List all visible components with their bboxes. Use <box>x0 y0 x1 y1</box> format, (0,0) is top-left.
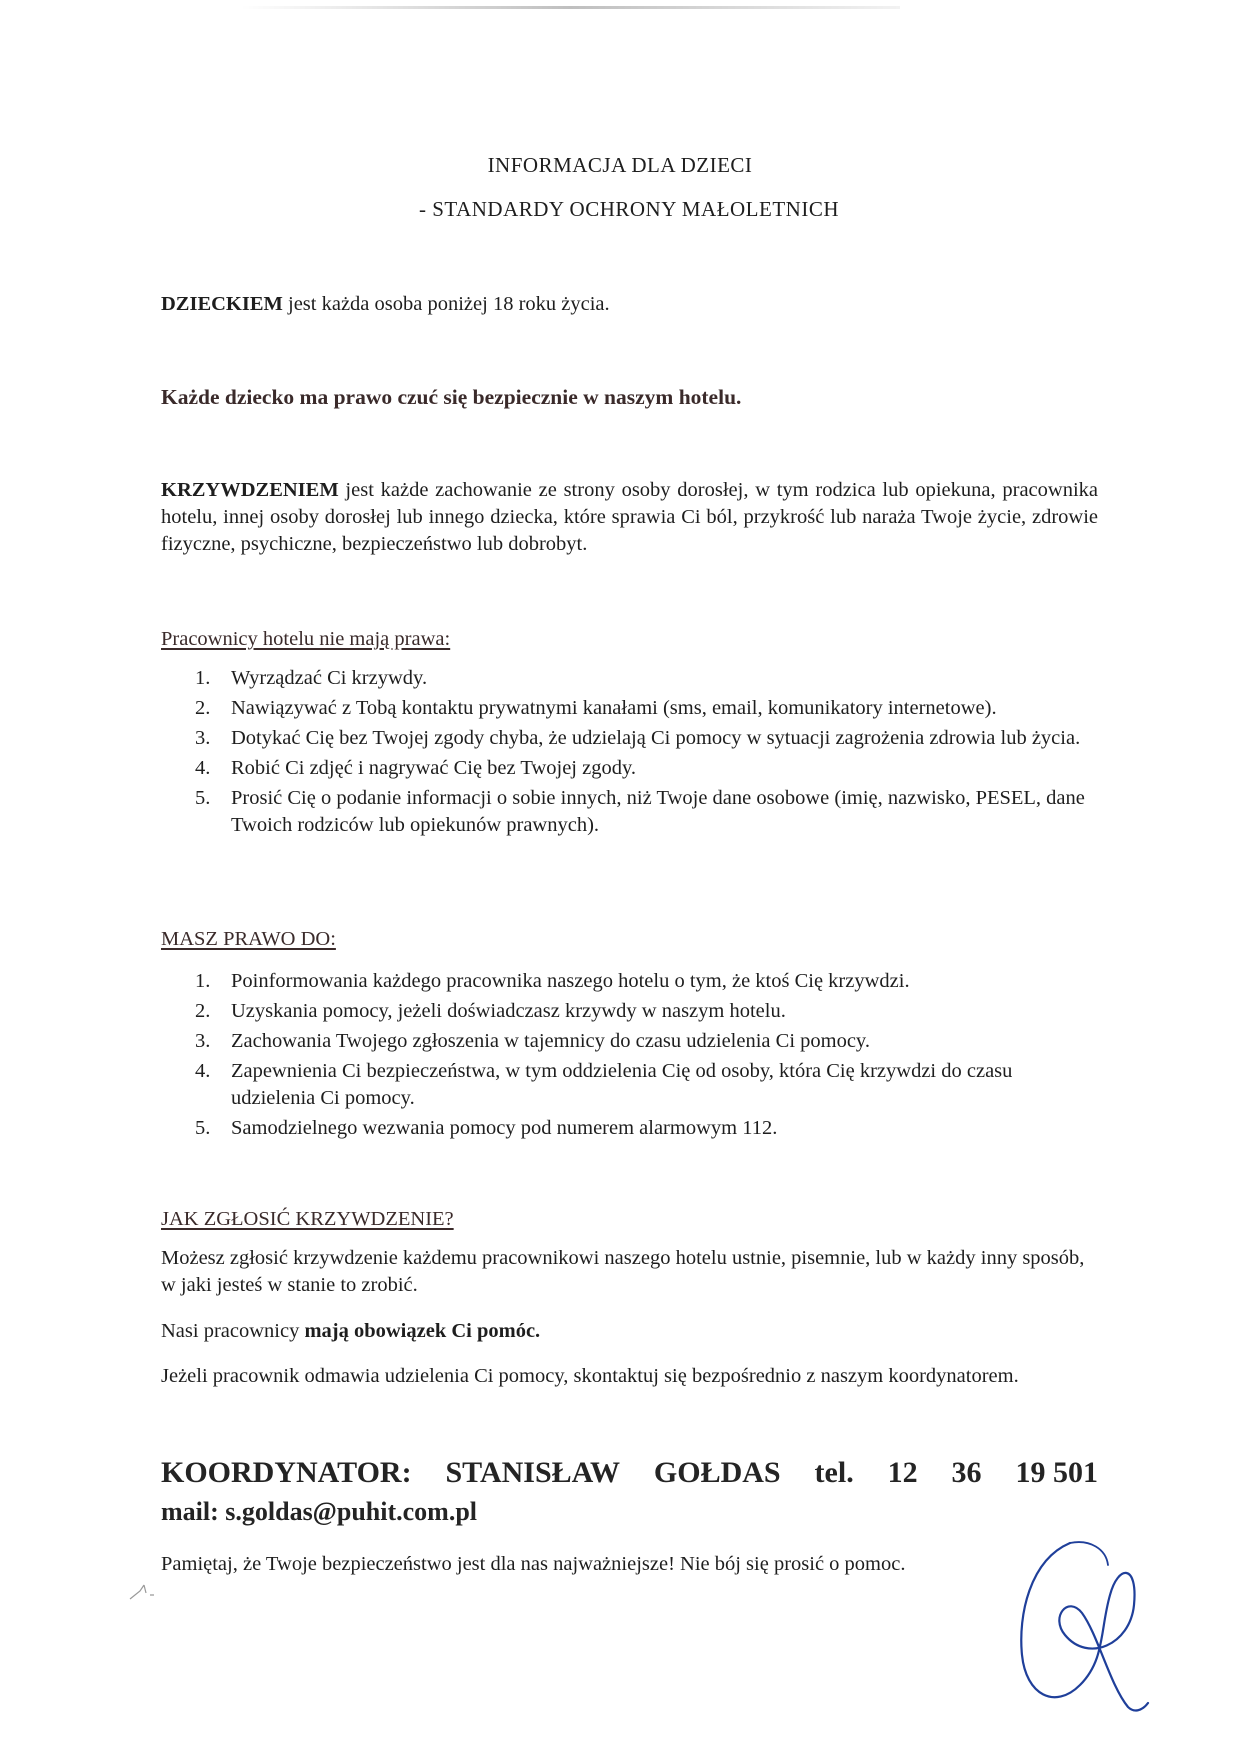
page-subtitle: - STANDARDY OCHRONY MAŁOLETNICH <box>419 197 839 221</box>
harm-definition-term: KRZYWDZENIEM <box>161 479 339 501</box>
list-item-text: Uzyskania pomocy, jeżeli doświadczasz krzywdy w naszym hotelu. <box>231 1000 786 1022</box>
list-item <box>161 695 1098 722</box>
scan-edge-line <box>240 6 900 9</box>
harm-definition <box>161 477 1098 558</box>
list-item-number: 4. <box>195 1060 211 1082</box>
rights-list <box>161 968 1098 1145</box>
list-item-number: 5. <box>195 787 211 809</box>
list-item-text: Wyrządzać Ci krzywdy. <box>231 667 428 689</box>
child-definition-term: DZIECKIEM <box>161 293 283 315</box>
list-item <box>161 725 1098 752</box>
coordinator-first-name: STANISŁAW <box>445 1456 620 1489</box>
list-item-text: Samodzielnego wezwania pomocy pod numerem alarmowym 112. <box>231 1117 778 1139</box>
list-item <box>161 1028 1098 1055</box>
closing-note: Pamiętaj, że Twoje bezpieczeństwo jest dla nas najważniejsze! Nie bój się prosić o pomoc. <box>161 1553 906 1575</box>
list-item <box>161 1115 1098 1142</box>
signature-stroke <box>1021 1543 1148 1710</box>
safety-statement: Każde dziecko ma prawo czuć się bezpiecznie w naszym hotelu. <box>161 385 742 409</box>
rights-heading: MASZ PRAWO DO: <box>161 928 336 950</box>
child-definition-text: jest każda osoba poniżej 18 roku życia. <box>282 293 610 315</box>
coordinator-tel-part2: 36 <box>951 1456 982 1489</box>
coordinator-label: KOORDYNATOR: <box>161 1456 412 1489</box>
child-definition <box>161 291 1098 318</box>
signature <box>1010 1535 1160 1720</box>
list-item-number: 1. <box>195 970 211 992</box>
list-item <box>161 785 1098 839</box>
list-item-number: 3. <box>195 727 211 749</box>
coordinator-last-name: GOŁDAS <box>653 1456 781 1489</box>
harm-definition-text: jest każde zachowanie ze strony osoby dorosłej, w tym rodzica lub opiekuna, pracownika hotelu, innej osoby dorosłej lub innego dziecka, które sprawia Ci ból, przykrość lub naraża Twoje życie, zdrowie fizyczne, psychiczne, bezpieczeństwo lub dobrobyt. <box>161 479 1098 555</box>
list-item-text: Dotykać Cię bez Twojej zgody chyba, że udzielają Ci pomocy w sytuacji zagrożenia zdrowia lub życia. <box>231 727 1081 749</box>
coordinator-tel-label: tel. <box>814 1456 854 1489</box>
report-paragraph-2-text: Nasi pracownicy <box>161 1320 305 1342</box>
list-item-text: Robić Ci zdjęć i nagrywać Cię bez Twojej zgody. <box>231 757 637 779</box>
coordinator-line <box>161 1456 1098 1490</box>
report-paragraph-2 <box>161 1318 1098 1345</box>
list-item-number: 2. <box>195 697 211 719</box>
coordinator-email: s.goldas@puhit.com.pl <box>225 1497 478 1526</box>
coordinator-tel-part3: 19 501 <box>1015 1456 1098 1489</box>
list-item <box>161 968 1098 995</box>
page-title: INFORMACJA DLA DZIECI <box>487 153 753 177</box>
list-item-number: 5. <box>195 1117 211 1139</box>
staff-prohibitions-list <box>161 665 1098 842</box>
signature-loop <box>1070 1542 1108 1565</box>
staff-prohibitions-heading: Pracownicy hotelu nie mają prawa: <box>161 628 451 650</box>
list-item-text: Nawiązywać z Tobą kontaktu prywatnymi kanałami (sms, email, komunikatory internetowe). <box>231 697 997 719</box>
list-item-number: 4. <box>195 757 211 779</box>
list-item-text: Zachowania Twojego zgłoszenia w tajemnicy do czasu udzielenia Ci pomocy. <box>231 1030 870 1052</box>
list-item-number: 2. <box>195 1000 211 1022</box>
list-item <box>161 665 1098 692</box>
list-item <box>161 1058 1098 1112</box>
list-item-number: 3. <box>195 1030 211 1052</box>
report-paragraph-2-bold: mają obowiązek Ci pomóc. <box>304 1320 541 1342</box>
list-item <box>161 998 1098 1025</box>
list-item-text: Prosić Cię o podanie informacji o sobie innych, niż Twoje dane osobowe (imię, nazwisko, PESEL, dane Twoich rodziców lub opiekunów prawnych). <box>231 787 1085 836</box>
list-item-text: Poinformowania każdego pracownika naszego hotelu o tym, że ktoś Cię krzywdzi. <box>231 970 910 992</box>
coordinator-tel-part1: 12 <box>887 1456 918 1489</box>
coordinator-mail-line <box>161 1497 477 1527</box>
coordinator-mail-label: mail: <box>161 1497 219 1526</box>
report-paragraph-3: Jeżeli pracownik odmawia udzielenia Ci pomocy, skontaktuj się bezpośrednio z naszym koordynatorem. <box>161 1365 1019 1387</box>
report-paragraph-1: Możesz zgłosić krzywdzenie każdemu pracownikowi naszego hotelu ustnie, pisemnie, lub w każdy inny sposób, w jaki jesteś w stanie to zrobić. <box>161 1247 1085 1296</box>
list-item-number: 1. <box>195 667 211 689</box>
scan-artifact-mark <box>126 1581 166 1603</box>
list-item-text: Zapewnienia Ci bezpieczeństwa, w tym oddzielenia Cię od osoby, która Cię krzywdzi do czasu udzielenia Ci pomocy. <box>231 1060 1013 1109</box>
report-heading: JAK ZGŁOSIĆ KRZYWDZENIE? <box>161 1208 454 1230</box>
list-item <box>161 755 1098 782</box>
